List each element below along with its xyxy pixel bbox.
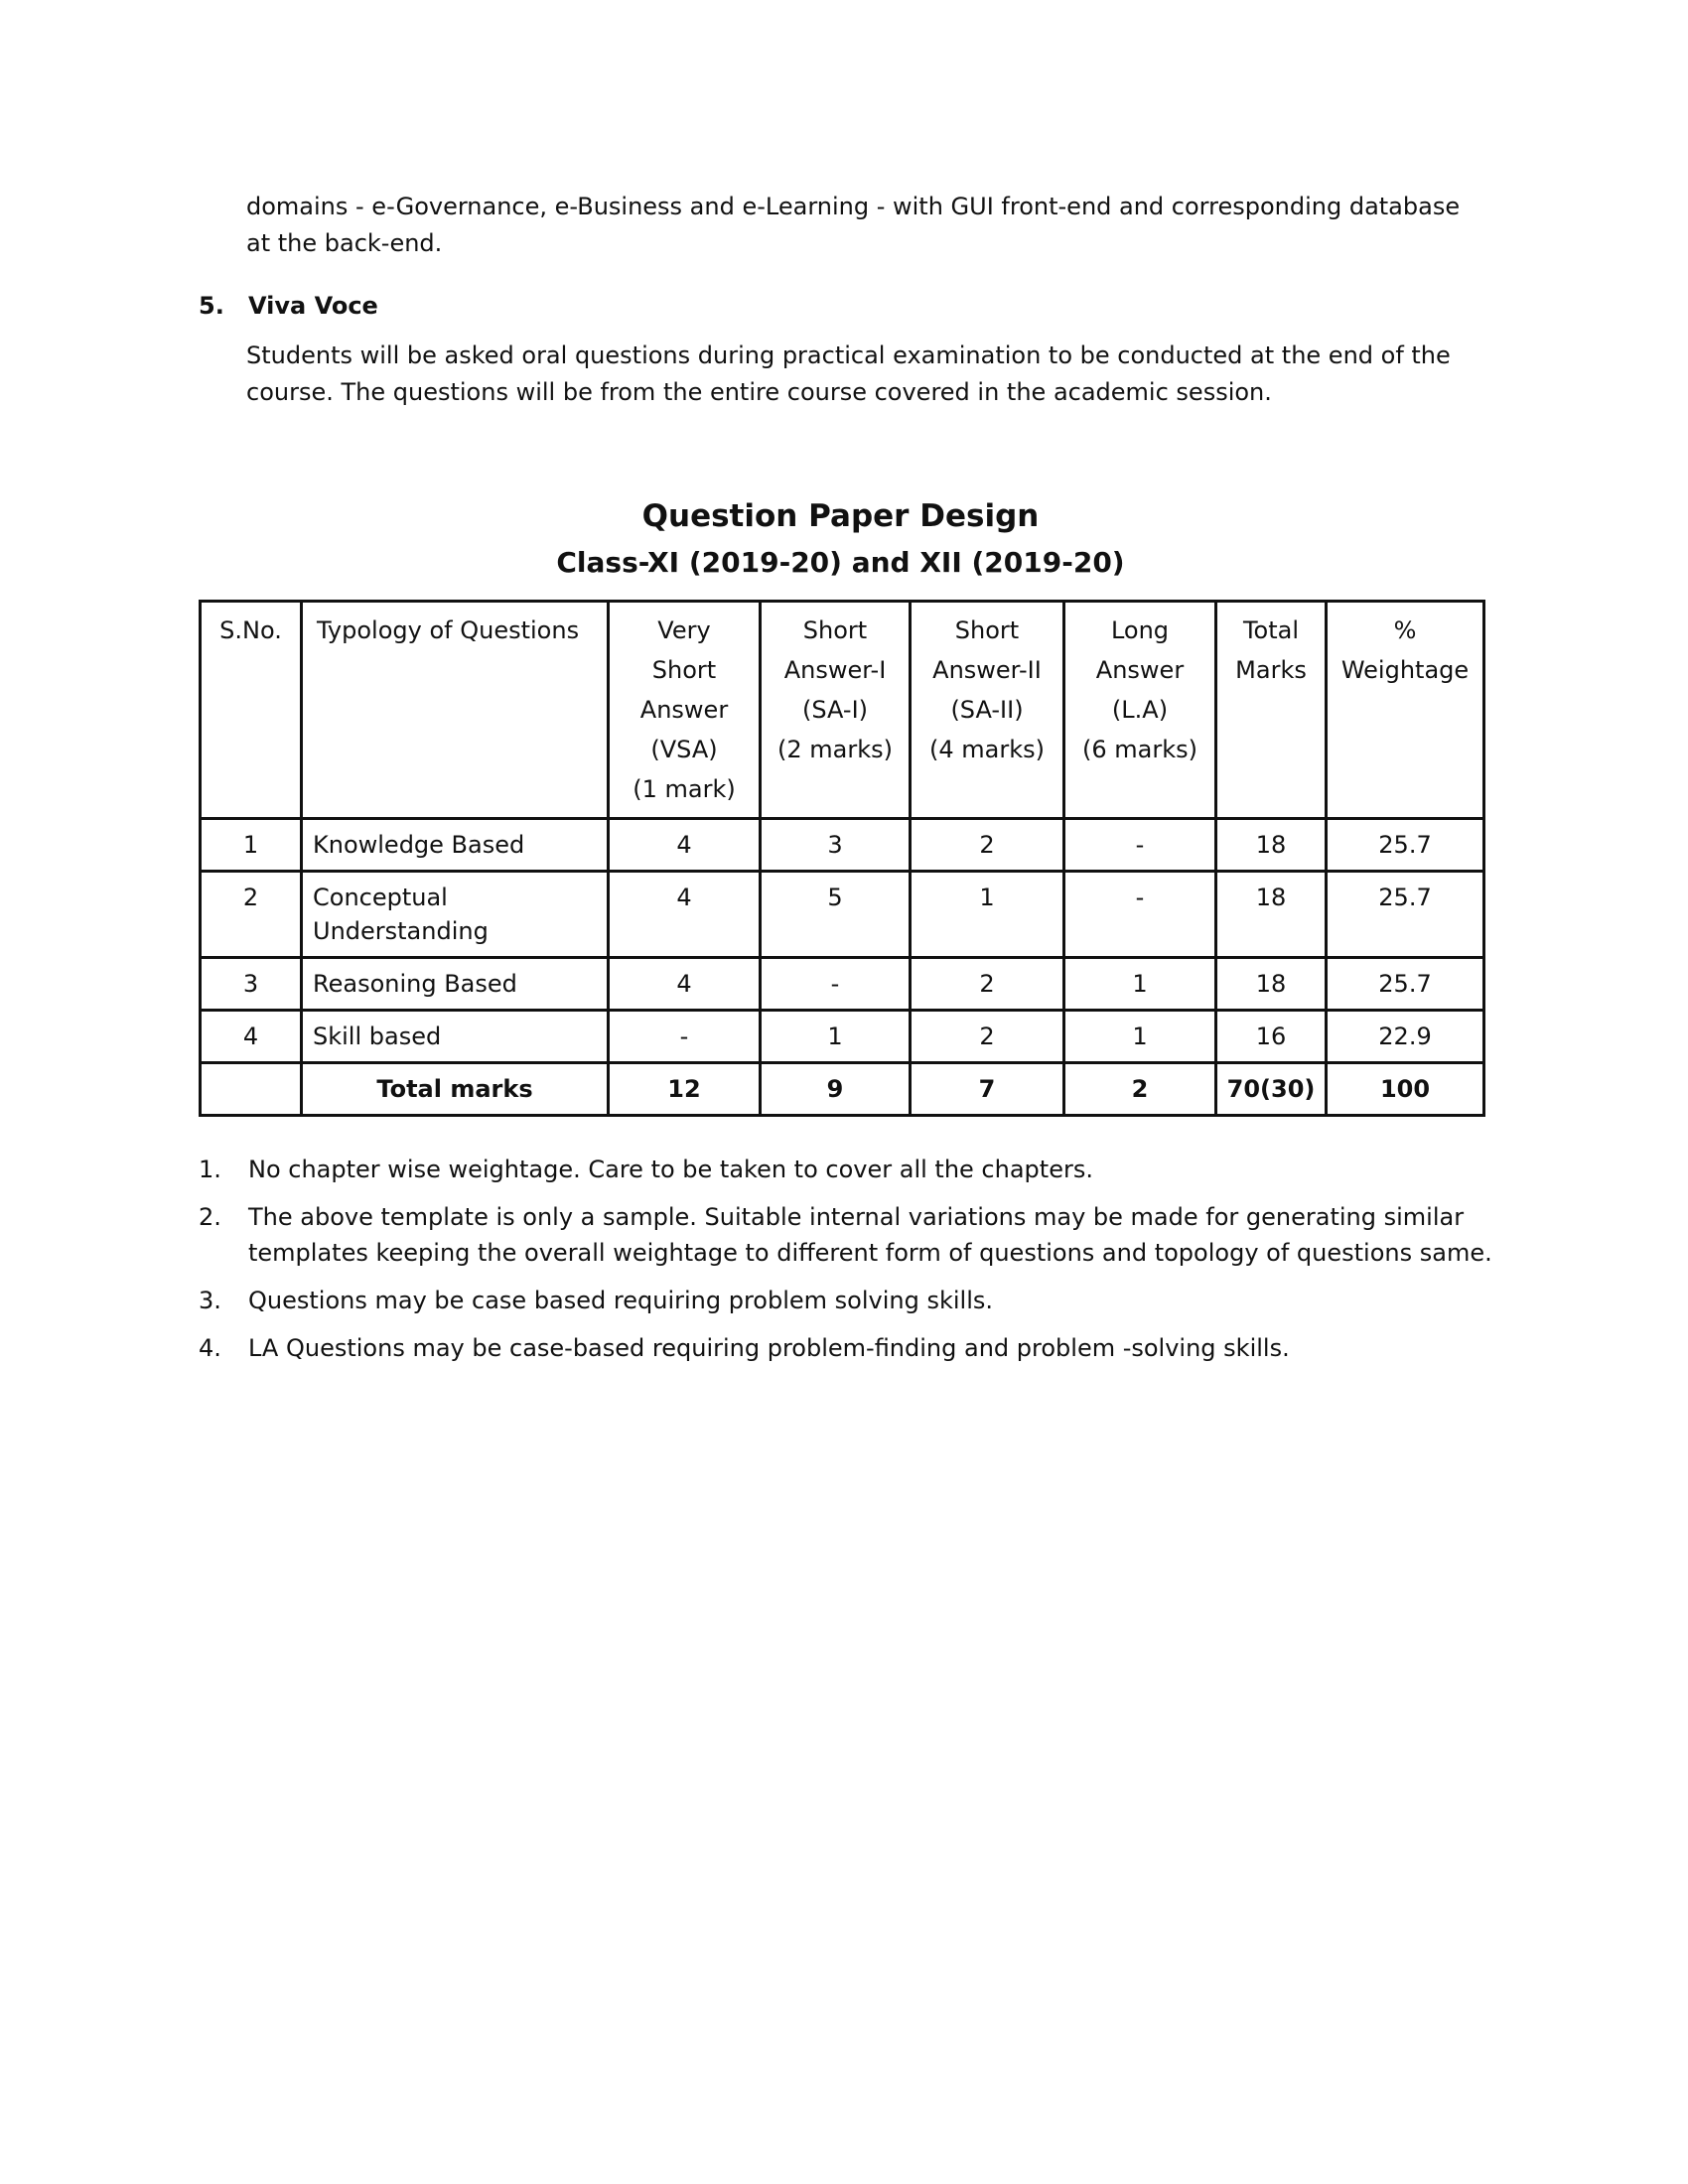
list-item-number: 4. bbox=[199, 1334, 221, 1362]
table-cell bbox=[201, 1063, 302, 1116]
table-cell: - bbox=[761, 958, 911, 1011]
question-paper-design-table bbox=[199, 600, 1485, 1117]
header-total-marks: Total Marks bbox=[1216, 602, 1327, 819]
table-total-row bbox=[201, 1063, 1484, 1116]
table-header-row bbox=[201, 602, 1484, 819]
table-cell: 25.7 bbox=[1327, 819, 1484, 872]
table-cell: 25.7 bbox=[1327, 872, 1484, 958]
table-row bbox=[201, 1011, 1484, 1063]
table-cell: 2 bbox=[911, 819, 1064, 872]
table-cell: 2 bbox=[911, 1011, 1064, 1063]
table-cell: 16 bbox=[1216, 1011, 1327, 1063]
table-row bbox=[201, 819, 1484, 872]
table-cell: 4 bbox=[609, 872, 761, 958]
header-sa1: Short Answer-I (SA-I) (2 marks) bbox=[761, 602, 911, 819]
table-cell: - bbox=[609, 1011, 761, 1063]
table-cell: 22.9 bbox=[1327, 1011, 1484, 1063]
table-cell: 4 bbox=[609, 958, 761, 1011]
table-cell: 1 bbox=[911, 872, 1064, 958]
table-row bbox=[201, 872, 1484, 958]
table-cell: 12 bbox=[609, 1063, 761, 1116]
design-subtitle: Class-XI (2019-20) and XII (2019-20) bbox=[556, 546, 1125, 579]
table-cell: 1 bbox=[1064, 1011, 1216, 1063]
list-item bbox=[199, 1152, 1509, 1187]
table-cell: 2 bbox=[1064, 1063, 1216, 1116]
list-item-number: 2. bbox=[199, 1203, 221, 1231]
list-item bbox=[199, 1199, 1509, 1271]
table-cell: 4 bbox=[201, 1011, 302, 1063]
viva-voce-number: 5. bbox=[199, 292, 224, 320]
list-item-text: No chapter wise weightage. Care to be taken to cover all the chapters. bbox=[248, 1156, 1093, 1183]
table-cell: Reasoning Based bbox=[302, 958, 609, 1011]
table-cell: 2 bbox=[911, 958, 1064, 1011]
viva-voce-paragraph: Students will be asked oral questions during practical examination to be conducted at the end of the course. The questions will be from the entire course covered in the academic session. bbox=[246, 341, 1451, 406]
table-cell: Skill based bbox=[302, 1011, 609, 1063]
header-typology: Typology of Questions bbox=[302, 602, 609, 819]
table-cell: 7 bbox=[911, 1063, 1064, 1116]
list-item bbox=[199, 1283, 1509, 1318]
table-cell: 1 bbox=[201, 819, 302, 872]
list-item-number: 3. bbox=[199, 1287, 221, 1314]
table-cell: 70(30) bbox=[1216, 1063, 1327, 1116]
table-cell: 2 bbox=[201, 872, 302, 958]
table-cell: 18 bbox=[1216, 958, 1327, 1011]
table-cell: 4 bbox=[609, 819, 761, 872]
table-cell: 1 bbox=[1064, 958, 1216, 1011]
table-cell: 100 bbox=[1327, 1063, 1484, 1116]
table-cell: 3 bbox=[761, 819, 911, 872]
table-row bbox=[201, 958, 1484, 1011]
table-cell: Knowledge Based bbox=[302, 819, 609, 872]
list-item-text: The above template is only a sample. Suitable internal variations may be made for generating similar templates keeping the overall weightage to different form of questions and topology of questions same. bbox=[248, 1203, 1492, 1267]
header-sa2: Short Answer-II (SA-II) (4 marks) bbox=[911, 602, 1064, 819]
table-cell: 5 bbox=[761, 872, 911, 958]
list-item-number: 1. bbox=[199, 1156, 221, 1183]
header-vsa: Very Short Answer (VSA) (1 mark) bbox=[609, 602, 761, 819]
table-cell: 18 bbox=[1216, 872, 1327, 958]
viva-voce-title: Viva Voce bbox=[248, 292, 378, 320]
list-item-text: LA Questions may be case-based requiring problem-finding and problem -solving skills. bbox=[248, 1334, 1290, 1362]
viva-voce-heading bbox=[199, 288, 378, 325]
table-cell: 18 bbox=[1216, 819, 1327, 872]
table-cell: 1 bbox=[761, 1011, 911, 1063]
header-sno: S.No. bbox=[201, 602, 302, 819]
design-title: Question Paper Design bbox=[641, 498, 1040, 534]
table-cell: 3 bbox=[201, 958, 302, 1011]
table-cell: 25.7 bbox=[1327, 958, 1484, 1011]
total-marks-label: Total marks bbox=[302, 1063, 609, 1116]
table-cell: 9 bbox=[761, 1063, 911, 1116]
notes-list bbox=[199, 1152, 1509, 1378]
table-cell: - bbox=[1064, 872, 1216, 958]
table-cell: - bbox=[1064, 819, 1216, 872]
header-la: Long Answer (L.A) (6 marks) bbox=[1064, 602, 1216, 819]
intro-paragraph: domains - e-Governance, e-Business and e-Learning - with GUI front-end and corresponding database at the back-end. bbox=[246, 193, 1461, 257]
table-cell: Conceptual Understanding bbox=[302, 872, 609, 958]
list-item bbox=[199, 1330, 1509, 1366]
list-item-text: Questions may be case based requiring problem solving skills. bbox=[248, 1287, 993, 1314]
header-weightage: % Weightage bbox=[1327, 602, 1484, 819]
